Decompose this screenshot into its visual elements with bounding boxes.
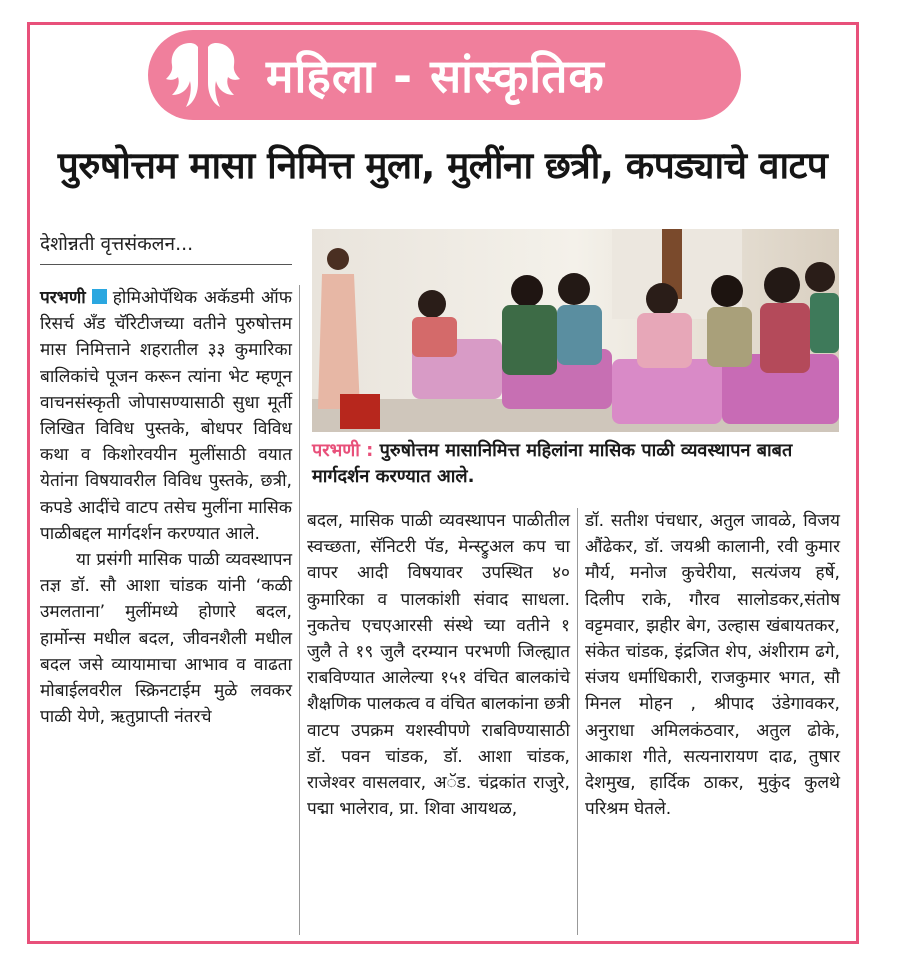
paragraph: या प्रसंगी मासिक पाळी व्यवस्थापन तज्ञ डॉ. सौ आशा चांडक यांनी ‘कळी उमलताना’ मुलींमध्ये होणारे बदल, हार्मोन्स मधील बदल, जीवनशैली मधील बदल जसे व्यायामाचा आभाव व वाढता मोबाईलवरील स्क्रिनटाईम मुळे लवकर पाळी येणे, ऋतुप्राप्ती नंतरचे [40, 550, 292, 728]
paragraph [40, 285, 292, 547]
column-divider [577, 508, 578, 935]
section-title: महिला - सांस्कृतिक [266, 49, 605, 103]
paragraph-text: होमिओपॅथिक अकॅडमी ऑफ रिसर्च अँड चॅरिटीजच्या वतीने पुरुषोत्तम मास निमित्ताने शहरातील ३३ कुमारिका बालिकांचे पूजन करून त्यांना भेट म्हणून वाचनसंस्कृती जोपासण्यासाठी सुधा मूर्ती लिखित विविध पुस्तके, बोधपर विविध कथा व किशोरवयीन मुलींसाठी वयात येतांना विषयावरील विविध पुस्तके, छत्री, कपडे आदींचे वाटप तसेच मुलींना मासिक पाळीबद्दल मार्गदर्शन करण्यात आले. [40, 288, 292, 544]
dateline-square-icon [92, 289, 107, 304]
headline: पुरुषोत्तम मासा निमित्त मुला, मुलींना छत्री, कपड्याचे वाटप [57, 144, 828, 187]
photo-caption [312, 438, 847, 490]
column-divider [299, 285, 300, 935]
women-silhouette-icon [148, 30, 258, 120]
article-column-1 [40, 285, 292, 730]
caption-place: परभणी : [312, 440, 374, 461]
article-column-2 [307, 508, 570, 822]
caption-text: पुरुषोत्तम मासानिमित्त महिलांना मासिक पाळी व्यवस्थापन बाबत मार्गदर्शन करण्यात आले. [312, 440, 793, 487]
section-banner [148, 30, 741, 120]
paragraph: बदल, मासिक पाळी व्यवस्थापन पाळीतील स्वच्छता, सॅनिटरी पॅड, मेन्स्ट्रुअल कप चा वापर आदी विषयावर उपस्थित ४० कुमारिका व पालकांशी संवाद साधला. नुकतेच एचएआरसी संस्थे च्या वतीने १ जुलै ते १९ जुलै दरम्यान परभणी जिल्ह्यात राबविण्यात आलेल्या १५१ वंचित बालकांचे शैक्षणिक पालकत्व व वंचित बालकांना छत्री वाटप उपक्रम यशस्वीपणे राबविण्यासाठी डॉ. पवन चांडक, डॉ. आशा चांडक, राजेश्वर वासलवार, अॅड. चंद्रकांत राजुरे, पद्मा भालेराव, प्रा. शिवा आयथळ, [307, 511, 570, 820]
event-photo [312, 229, 839, 432]
article-column-3 [585, 508, 840, 822]
paragraph: डॉ. सतीश पंचधार, अतुल जावळे, विजय औंढेकर, डॉ. जयश्री कालानी, रवी कुमार मौर्य, मनोज कुचेरीया, सत्यंजय हर्षे, दिलीप राके, गौरव सालोडकर,संतोष वट्टमवार, झहीर बेग, उल्हास खंबायतकर, संकेत चांडक, इंद्रजित शेप, अंशीराम ढगे, संजय धर्माधिकारी, राजकुमार भगत, सौ मिनल मोहन , श्रीपाद उंडेगावकर, अनुराधा अमिलकंठवार, अतुल ढोके, आकाश गीते, सत्यनारायण दाढ, तुषार देशमुख, हार्दिक ठाकर, मुकुंद कुलथे परिश्रम घेतले. [585, 511, 840, 820]
dateline-place: परभणी [40, 288, 86, 308]
byline: देशोन्नती वृत्तसंकलन... [40, 230, 292, 265]
